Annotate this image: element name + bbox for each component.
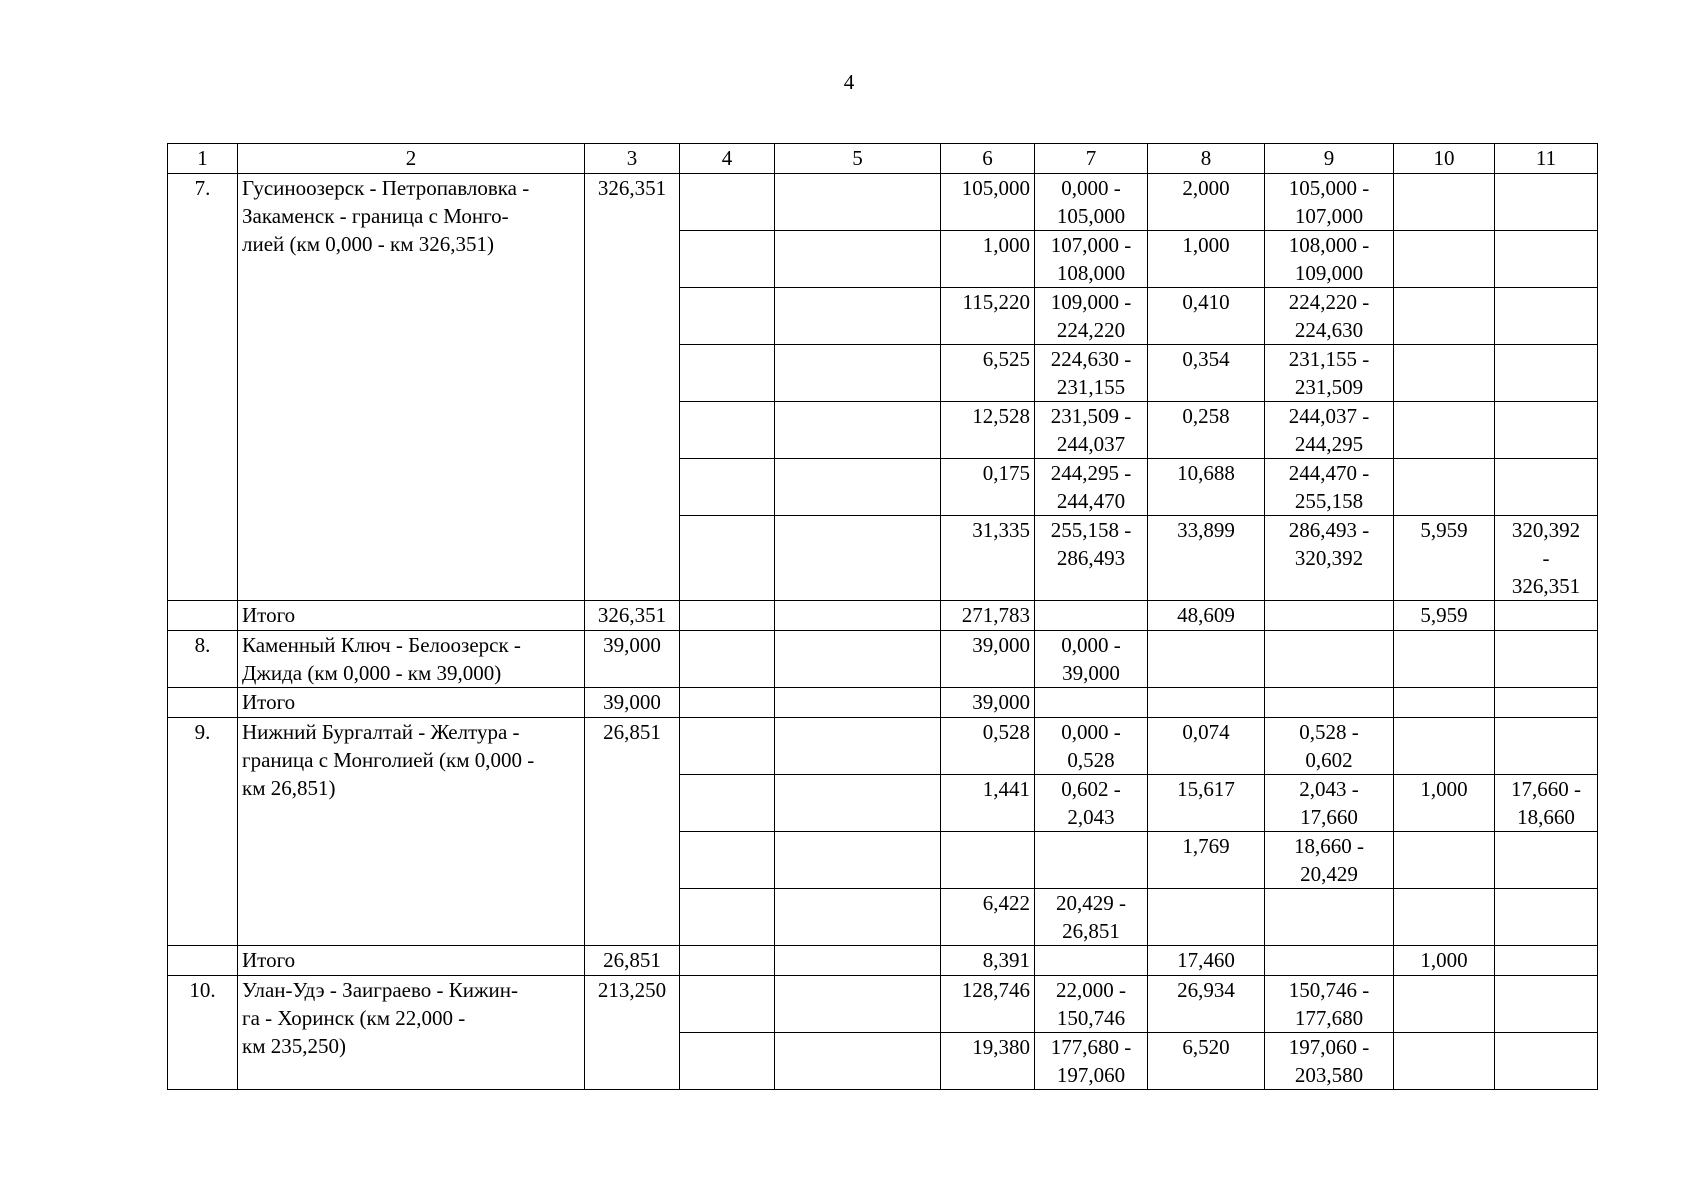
col-7-cell [1035, 601, 1148, 631]
col-6-cell [941, 976, 1035, 1033]
col-9-cell [1265, 601, 1394, 631]
col-8-cell [1148, 288, 1265, 345]
total-col-10 [1394, 946, 1495, 976]
column-header [238, 144, 585, 174]
total-col-6 [941, 688, 1035, 718]
total-col-10 [1394, 601, 1495, 631]
col-7-cell [1035, 402, 1148, 459]
cell-text: 0,074 [1182, 720, 1230, 744]
cell-text: 1,000 [1420, 948, 1468, 972]
col-8-cell [1148, 718, 1265, 775]
col-5-cell [775, 345, 941, 402]
total-col-6 [941, 601, 1035, 631]
col-11-cell [1495, 631, 1598, 688]
col-10-cell [1394, 718, 1495, 775]
total-row [168, 601, 1598, 631]
col-8-cell [1148, 345, 1265, 402]
total-col-6 [941, 946, 1035, 976]
total-num-cell [168, 688, 238, 718]
cell-text: 1,769 [1182, 834, 1230, 858]
col-6-cell [941, 345, 1035, 402]
col-9-cell [1265, 174, 1394, 231]
road-name [238, 631, 585, 688]
col-7-cell [1035, 976, 1148, 1033]
column-header [1265, 144, 1394, 174]
cell-text: 20,429 - 26,851 [1056, 891, 1126, 943]
col-11-cell [1495, 718, 1598, 775]
cell-text: 3 [626, 146, 638, 170]
col-4-cell [680, 631, 775, 688]
col-9-cell [1265, 889, 1394, 946]
road-length [585, 631, 680, 688]
col-10-cell [1394, 889, 1495, 946]
col-5-cell [775, 946, 941, 976]
header-row [168, 144, 1598, 174]
col-11-cell [1495, 231, 1598, 288]
total-label [238, 946, 585, 976]
col-4-cell [680, 718, 775, 775]
col-9-cell [1265, 631, 1394, 688]
cell-text: 5 [852, 146, 863, 170]
col-11-cell [1495, 946, 1598, 976]
col-10-cell [1394, 775, 1495, 832]
total-label [238, 688, 585, 718]
col-5-cell [775, 1033, 941, 1090]
table-row [168, 174, 1598, 231]
column-header [941, 144, 1035, 174]
cell-text: 326,351 [597, 176, 667, 200]
col-6-cell [941, 174, 1035, 231]
col-5-cell [775, 231, 941, 288]
cell-text: 0,175 [982, 461, 1030, 485]
cell-text: 18,660 - 20,429 [1294, 834, 1364, 886]
total-length [585, 688, 680, 718]
roads-table [167, 143, 1598, 1090]
cell-text: 115,220 [962, 290, 1030, 314]
cell-text: 9. [194, 720, 211, 744]
col-8-cell [1148, 775, 1265, 832]
cell-text: 150,746 - 177,680 [1288, 978, 1370, 1030]
cell-text: 6 [982, 146, 993, 170]
cell-text: 177,680 - 197,060 [1050, 1035, 1132, 1087]
cell-text: 33,899 [1177, 518, 1235, 542]
col-9-cell [1265, 459, 1394, 516]
col-7-cell [1035, 946, 1148, 976]
cell-text: 0,528 [982, 720, 1030, 744]
cell-text: 286,493 - 320,392 [1288, 518, 1370, 570]
col-4-cell [680, 889, 775, 946]
col-9-cell [1265, 976, 1394, 1033]
col-4-cell [680, 516, 775, 601]
total-num-cell [168, 946, 238, 976]
road-number [168, 631, 238, 688]
col-11-cell [1495, 1033, 1598, 1090]
col-5-cell [775, 631, 941, 688]
col-4-cell [680, 174, 775, 231]
col-11-cell [1495, 402, 1598, 459]
total-col-8 [1148, 946, 1265, 976]
cell-text: 1 [197, 146, 208, 170]
column-header [1035, 144, 1148, 174]
road-name [238, 976, 585, 1090]
cell-text: 11 [1535, 146, 1557, 170]
cell-text: 10. [189, 978, 216, 1002]
col-7-cell [1035, 832, 1148, 889]
cell-text: 10 [1433, 146, 1455, 170]
cell-text: 0,410 [1182, 290, 1230, 314]
cell-text: 2,043 - 17,660 [1299, 777, 1359, 829]
col-9-cell [1265, 1033, 1394, 1090]
col-7-cell [1035, 631, 1148, 688]
cell-text: 6,520 [1182, 1035, 1230, 1059]
table-row [168, 976, 1598, 1033]
cell-text: Итого [242, 948, 296, 972]
col-8-cell [1148, 174, 1265, 231]
col-6-cell [941, 775, 1035, 832]
cell-text: 244,295 - 244,470 [1050, 461, 1132, 513]
cell-text: 105,000 - 107,000 [1288, 176, 1370, 228]
road-length [585, 174, 680, 601]
col-9-cell [1265, 288, 1394, 345]
cell-text: 6,422 [982, 891, 1030, 915]
cell-text: 8,391 [982, 948, 1030, 972]
road-name-text: Гусиноозерск - Петропавловка - Закаменск - граница с Монго- лией (км 0,000 - км 326,351) [242, 176, 530, 256]
col-7-cell [1035, 288, 1148, 345]
col-4-cell [680, 402, 775, 459]
col-10-cell [1394, 631, 1495, 688]
col-8-cell [1148, 976, 1265, 1033]
col-10-cell [1394, 832, 1495, 889]
col-4-cell [680, 459, 775, 516]
col-4-cell [680, 775, 775, 832]
cell-text: 5,959 [1420, 603, 1468, 627]
cell-text: 15,617 [1177, 777, 1235, 801]
total-col-8 [1148, 601, 1265, 631]
col-9-cell [1265, 832, 1394, 889]
cell-text: 107,000 - 108,000 [1050, 233, 1132, 285]
cell-text: 0,528 - 0,602 [1299, 720, 1359, 772]
col-4-cell [680, 288, 775, 345]
col-10-cell [1394, 345, 1495, 402]
cell-text: 1,441 [982, 777, 1030, 801]
cell-text: Итого [242, 690, 296, 714]
col-5-cell [775, 174, 941, 231]
table-row [168, 718, 1598, 775]
cell-text: 109,000 - 224,220 [1050, 290, 1132, 342]
col-7-cell [1035, 345, 1148, 402]
col-10-cell [1394, 516, 1495, 601]
cell-text: 9 [1323, 146, 1335, 170]
col-9-cell [1265, 231, 1394, 288]
cell-text: 1,000 [1420, 777, 1468, 801]
col-8-cell [1148, 402, 1265, 459]
col-10-cell [1394, 1033, 1495, 1090]
col-4-cell [680, 688, 775, 718]
total-length [585, 946, 680, 976]
cell-text: 320,392 - 326,351 [1511, 518, 1581, 598]
total-col-8 [1148, 688, 1265, 718]
col-5-cell [775, 688, 941, 718]
road-length [585, 976, 680, 1090]
col-5-cell [775, 402, 941, 459]
cell-text: 39,000 [972, 690, 1030, 714]
column-header [1148, 144, 1265, 174]
road-number [168, 718, 238, 946]
col-11-cell [1495, 345, 1598, 402]
road-name [238, 718, 585, 946]
cell-text: 7. [194, 176, 211, 200]
col-6-cell [941, 231, 1035, 288]
cell-text: 128,746 [961, 978, 1030, 1002]
road-name-text: Каменный Ключ - Белоозерск - Джида (км 0,000 - км 39,000) [242, 633, 521, 685]
cell-text: 2,000 [1182, 176, 1230, 200]
road-number [168, 976, 238, 1090]
col-11-cell [1495, 832, 1598, 889]
col-8-cell [1148, 516, 1265, 601]
road-name [238, 174, 585, 601]
col-4-cell [680, 976, 775, 1033]
col-10-cell [1394, 174, 1495, 231]
col-10-cell [1394, 231, 1495, 288]
col-9-cell [1265, 718, 1394, 775]
col-11-cell [1495, 775, 1598, 832]
col-5-cell [775, 459, 941, 516]
cell-text: 271,783 [961, 603, 1030, 627]
col-9-cell [1265, 402, 1394, 459]
col-8-cell [1148, 832, 1265, 889]
column-header [1394, 144, 1495, 174]
total-col-10 [1394, 688, 1495, 718]
cell-text: 39,000 [603, 690, 661, 714]
col-7-cell [1035, 775, 1148, 832]
col-6-cell [941, 1033, 1035, 1090]
cell-text: 8 [1200, 146, 1212, 170]
col-11-cell [1495, 459, 1598, 516]
col-11-cell [1495, 976, 1598, 1033]
col-8-cell [1148, 459, 1265, 516]
col-6-cell [941, 402, 1035, 459]
col-5-cell [775, 832, 941, 889]
col-7-cell [1035, 718, 1148, 775]
col-5-cell [775, 516, 941, 601]
col-7-cell [1035, 459, 1148, 516]
col-7-cell [1035, 516, 1148, 601]
column-header [585, 144, 680, 174]
cell-text: 26,851 [603, 720, 661, 744]
col-4-cell [680, 601, 775, 631]
col-4-cell [680, 231, 775, 288]
cell-text: 1,000 [982, 233, 1030, 257]
cell-text: 17,660 - 18,660 [1511, 777, 1581, 829]
col-6-cell [941, 631, 1035, 688]
col-10-cell [1394, 976, 1495, 1033]
cell-text: 4 [721, 146, 733, 170]
col-10-cell [1394, 288, 1495, 345]
cell-text: 231,509 - 244,037 [1050, 404, 1132, 456]
cell-text: 17,460 [1177, 948, 1235, 972]
cell-text: 39,000 [972, 633, 1030, 657]
cell-text: 12,528 [972, 404, 1030, 428]
column-header [775, 144, 941, 174]
col-11-cell [1495, 174, 1598, 231]
cell-text: 231,155 - 231,509 [1288, 347, 1370, 399]
col-4-cell [680, 832, 775, 889]
cell-text: 26,851 [603, 948, 661, 972]
col-7-cell [1035, 174, 1148, 231]
cell-text: 19,380 [972, 1035, 1030, 1059]
total-label [238, 601, 585, 631]
column-header [1495, 144, 1598, 174]
col-8-cell [1148, 631, 1265, 688]
cell-text: 213,250 [597, 978, 667, 1002]
col-5-cell [775, 976, 941, 1033]
cell-text: 10,688 [1177, 461, 1235, 485]
col-4-cell [680, 946, 775, 976]
cell-text: 224,220 - 224,630 [1288, 290, 1370, 342]
cell-text: 5,959 [1420, 518, 1468, 542]
col-6-cell [941, 832, 1035, 889]
cell-text: 224,630 - 231,155 [1050, 347, 1132, 399]
cell-text: 0,258 [1182, 404, 1230, 428]
col-4-cell [680, 345, 775, 402]
col-11-cell [1495, 288, 1598, 345]
column-header [680, 144, 775, 174]
col-8-cell [1148, 889, 1265, 946]
col-7-cell [1035, 1033, 1148, 1090]
col-6-cell [941, 459, 1035, 516]
cell-text: 244,037 - 244,295 [1288, 404, 1370, 456]
col-5-cell [775, 601, 941, 631]
total-length [585, 601, 680, 631]
cell-text: 48,609 [1177, 603, 1235, 627]
col-11-cell [1495, 601, 1598, 631]
cell-text: 326,351 [597, 603, 667, 627]
col-7-cell [1035, 889, 1148, 946]
cell-text: 255,158 - 286,493 [1050, 518, 1132, 570]
cell-text: 0,000 - 39,000 [1061, 633, 1121, 685]
col-4-cell [680, 1033, 775, 1090]
total-num-cell [168, 601, 238, 631]
cell-text: 1,000 [1182, 233, 1230, 257]
cell-text: 31,335 [972, 518, 1030, 542]
cell-text: Итого [242, 603, 296, 627]
col-11-cell [1495, 688, 1598, 718]
col-9-cell [1265, 688, 1394, 718]
cell-text: 105,000 [961, 176, 1030, 200]
cell-text: 0,602 - 2,043 [1061, 777, 1121, 829]
col-6-cell [941, 516, 1035, 601]
col-6-cell [941, 889, 1035, 946]
cell-text: 22,000 - 150,746 [1056, 978, 1126, 1030]
col-9-cell [1265, 946, 1394, 976]
cell-text: 7 [1085, 146, 1097, 170]
cell-text: 0,000 - 105,000 [1056, 176, 1126, 228]
road-number [168, 174, 238, 601]
cell-text: 0,000 - 0,528 [1061, 720, 1121, 772]
col-7-cell [1035, 688, 1148, 718]
table-row [168, 631, 1598, 688]
cell-text: 108,000 - 109,000 [1288, 233, 1370, 285]
col-8-cell [1148, 1033, 1265, 1090]
page-number: 4 [843, 70, 855, 94]
road-length [585, 718, 680, 946]
col-5-cell [775, 288, 941, 345]
column-header [168, 144, 238, 174]
road-name-text: Улан-Удэ - Заиграево - Кижин- га - Хоринск (км 22,000 - км 235,250) [242, 978, 518, 1058]
road-name-text: Нижний Бургалтай - Желтура - граница с Монголией (км 0,000 - км 26,851) [242, 720, 535, 800]
col-9-cell [1265, 516, 1394, 601]
col-11-cell [1495, 889, 1598, 946]
col-11-cell [1495, 516, 1598, 601]
col-9-cell [1265, 345, 1394, 402]
cell-text: 244,470 - 255,158 [1288, 461, 1370, 513]
col-10-cell [1394, 459, 1495, 516]
col-5-cell [775, 889, 941, 946]
col-6-cell [941, 288, 1035, 345]
cell-text: 2 [405, 146, 417, 170]
total-row [168, 688, 1598, 718]
cell-text: 26,934 [1177, 978, 1235, 1002]
cell-text: 197,060 - 203,580 [1288, 1035, 1370, 1087]
total-row [168, 946, 1598, 976]
col-9-cell [1265, 775, 1394, 832]
col-8-cell [1148, 231, 1265, 288]
col-10-cell [1394, 402, 1495, 459]
cell-text: 39,000 [603, 633, 661, 657]
cell-text: 6,525 [982, 347, 1030, 371]
col-5-cell [775, 775, 941, 832]
col-5-cell [775, 718, 941, 775]
cell-text: 0,354 [1182, 347, 1230, 371]
col-6-cell [941, 718, 1035, 775]
cell-text: 8. [194, 633, 211, 657]
col-7-cell [1035, 231, 1148, 288]
